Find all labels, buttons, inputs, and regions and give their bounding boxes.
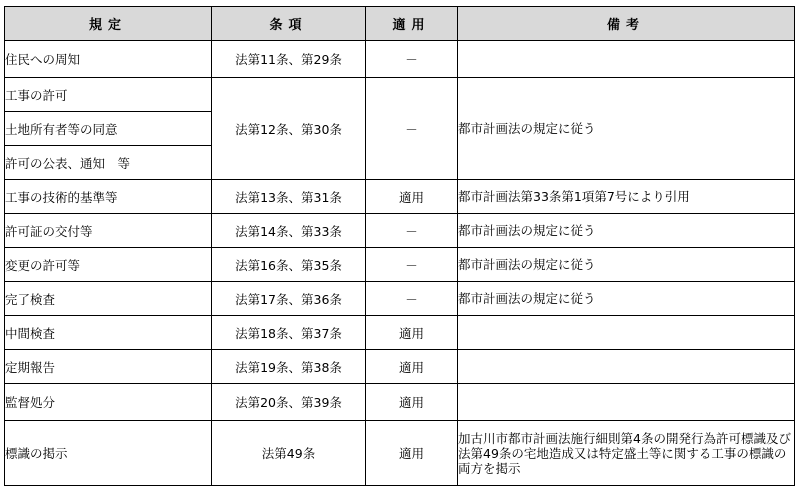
table-row	[5, 421, 795, 486]
regulation-cell: 中間検査	[5, 316, 212, 350]
application-cell: －	[366, 41, 458, 78]
regulation-table	[4, 6, 795, 486]
remarks-cell	[458, 384, 795, 421]
application-cell: －	[366, 282, 458, 316]
remarks-cell	[458, 316, 795, 350]
header-regulation: 規定	[5, 7, 212, 41]
application-cell: －	[366, 248, 458, 282]
application-cell: 適用	[366, 421, 458, 486]
application-cell: 適用	[366, 180, 458, 214]
clause-cell: 法第17条、第36条	[212, 282, 366, 316]
header-remarks: 備考	[458, 7, 795, 41]
regulation-cell: 監督処分	[5, 384, 212, 421]
clause-cell: 法第13条、第31条	[212, 180, 366, 214]
table-row	[5, 384, 795, 421]
table-row	[5, 316, 795, 350]
clause-cell: 法第11条、第29条	[212, 41, 366, 78]
application-cell: 適用	[366, 384, 458, 421]
regulation-cell: 許可の公表、通知 等	[5, 146, 212, 180]
table-row	[5, 180, 795, 214]
header-application: 適用	[366, 7, 458, 41]
table-row	[5, 282, 795, 316]
remarks-cell: 都市計画法の規定に従う	[458, 78, 795, 180]
remarks-cell: 都市計画法の規定に従う	[458, 248, 795, 282]
remarks-cell: 都市計画法第33条第1項第7号により引用	[458, 180, 795, 214]
regulation-cell: 土地所有者等の同意	[5, 112, 212, 146]
regulation-cell: 変更の許可等	[5, 248, 212, 282]
regulation-cell: 工事の許可	[5, 78, 212, 112]
table-row	[5, 214, 795, 248]
clause-cell: 法第18条、第37条	[212, 316, 366, 350]
remarks-cell: 都市計画法の規定に従う	[458, 214, 795, 248]
remarks-cell: 都市計画法の規定に従う	[458, 282, 795, 316]
clause-cell: 法第49条	[212, 421, 366, 486]
remarks-cell	[458, 350, 795, 384]
remarks-cell: 加古川市都市計画法施行細則第4条の開発行為許可標識及び法第49条の宅地造成又は特定盛土等に関する工事の標識の両方を掲示	[458, 421, 795, 486]
regulation-cell: 工事の技術的基準等	[5, 180, 212, 214]
header-clause: 条項	[212, 7, 366, 41]
application-cell: －	[366, 78, 458, 180]
regulation-cell: 定期報告	[5, 350, 212, 384]
regulation-cell: 許可証の交付等	[5, 214, 212, 248]
table-row	[5, 41, 795, 78]
regulation-cell: 住民への周知	[5, 41, 212, 78]
application-cell: 適用	[366, 350, 458, 384]
regulation-cell: 完了検査	[5, 282, 212, 316]
regulation-cell: 標識の掲示	[5, 421, 212, 486]
clause-cell: 法第12条、第30条	[212, 78, 366, 180]
table-row	[5, 78, 795, 112]
application-cell: 適用	[366, 316, 458, 350]
clause-cell: 法第19条、第38条	[212, 350, 366, 384]
remarks-cell	[458, 41, 795, 78]
table-row	[5, 248, 795, 282]
clause-cell: 法第20条、第39条	[212, 384, 366, 421]
table-row	[5, 350, 795, 384]
clause-cell: 法第16条、第35条	[212, 248, 366, 282]
application-cell: －	[366, 214, 458, 248]
table-header-row	[5, 7, 795, 41]
clause-cell: 法第14条、第33条	[212, 214, 366, 248]
